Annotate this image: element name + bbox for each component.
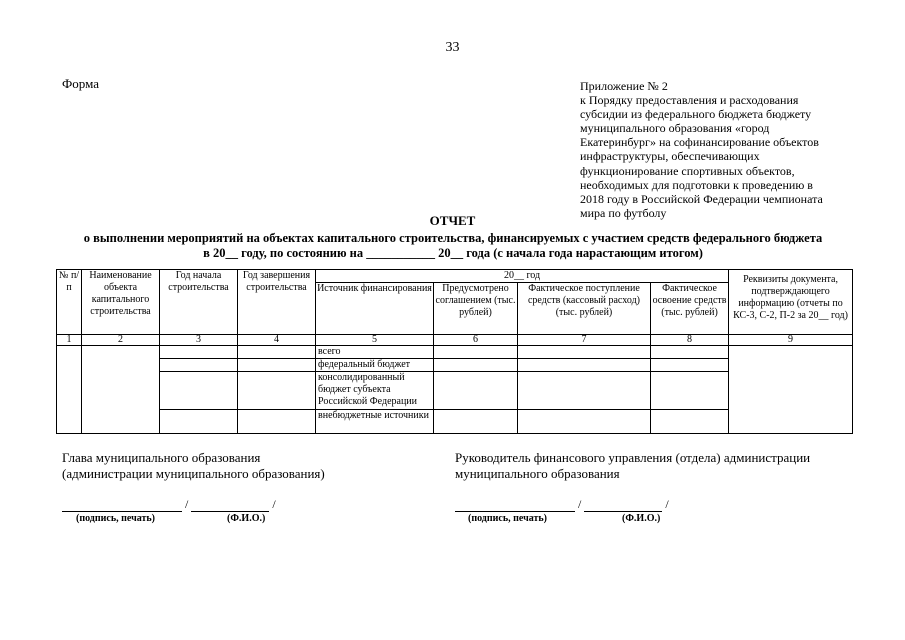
signature-left-name-caption: (Ф.И.О.) [227,513,266,524]
cell-start-year [160,359,238,372]
column-number-row [57,335,853,346]
signature-right-line2: муниципального образования [455,466,620,481]
header-actual-use: Фактическое освоение средств (тыс. рублей) [651,283,729,335]
signature-left-line2: (администрации муниципального образования) [62,466,325,481]
column-number: 2 [82,335,160,346]
signature-left-sign-line [62,500,182,512]
cell-start-year [160,346,238,359]
appendix-line: Екатеринбург» на софинансирование объектов [580,135,819,150]
column-number: 8 [651,335,729,346]
header-requisites: Реквизиты документа, подтверждающего информацию (отчеты по КС-3, С-2, П-2 за 20__ год) [729,270,853,335]
appendix-line: 2018 году в Российской Федерации чемпионата [580,191,823,206]
column-number: 4 [238,335,316,346]
header-year-group: 20__ год [316,270,729,283]
signature-left-fields: / / [62,497,276,512]
column-number: 1 [57,335,82,346]
column-number: 5 [316,335,434,346]
report-title: ОТЧЕТ [429,213,476,228]
signature-right-name-line [584,500,662,512]
signature-right-line1: Руководитель финансового управления (отдела) администрации [455,450,811,465]
cell-requisites [729,346,853,434]
cell-actual-receipt [518,410,651,434]
report-subtitle [40,231,866,261]
cell-actual-receipt [518,359,651,372]
appendix-line: муниципального образования «город [580,121,770,136]
cell-planned [434,410,518,434]
header-num: № п/п [57,270,82,335]
header-object-name: Наименование объекта капитального строительства [82,270,160,335]
cell-num [57,346,82,434]
cell-actual-use [651,359,729,372]
signature-left-line1: Глава муниципального образования [62,450,261,465]
header-actual-receipt: Фактическое поступление средств (кассовый расход) (тыс. рублей) [518,283,651,335]
column-number: 9 [729,335,853,346]
source-extrabudgetary: внебюджетные источники [316,410,434,434]
signature-right-title [455,450,810,482]
subtitle-line-2: в 20__ году, по состоянию на ___________ 20__ года (с начала года нарастающим итогом) [203,246,703,260]
cell-actual-use [651,346,729,359]
cell-end-year [238,410,316,434]
cell-end-year [238,359,316,372]
header-source: Источник финансирования [316,283,434,335]
signature-left-sign-caption: (подпись, печать) [76,513,155,524]
cell-end-year [238,372,316,410]
source-federal: федеральный бюджет [316,359,434,372]
source-regional: консолидированный бюджет субъекта Российской Федерации [316,372,434,410]
signature-right-sign-line [455,500,575,512]
signature-right-name-caption: (Ф.И.О.) [622,513,661,524]
source-total: всего [316,346,434,359]
appendix-block [580,79,852,220]
column-number: 7 [518,335,651,346]
form-label: Форма [62,76,99,91]
cell-start-year [160,372,238,410]
appendix-line: мира по футболу [580,205,667,220]
header-start-year: Год начала строительства [160,270,238,335]
appendix-line: необходимых для подготовки к проведению в [580,177,813,192]
header-planned: Предусмотрено соглашением (тыс. рублей) [434,283,518,335]
table-row [57,346,853,359]
appendix-line: функционирование спортивных объектов, [580,163,795,178]
cell-planned [434,359,518,372]
cell-start-year [160,410,238,434]
subtitle-line-1: о выполнении мероприятий на объектах капитального строительства, финансируемых с участием средств федерального бюджета [83,231,823,245]
signature-left-title [62,450,325,482]
header-end-year: Год завершения строительства [238,270,316,335]
cell-actual-use [651,372,729,410]
page-number: 33 [445,40,460,55]
cell-object-name [82,346,160,434]
cell-actual-receipt [518,372,651,410]
signature-left-name-line [191,500,269,512]
signature-right-fields: / / [455,497,669,512]
appendix-line: к Порядку предоставления и расходования [580,93,799,108]
report-table [56,269,853,434]
appendix-line: инфраструктуры, обеспечивающих [580,149,760,164]
cell-actual-receipt [518,346,651,359]
cell-planned [434,372,518,410]
cell-end-year [238,346,316,359]
column-number: 6 [434,335,518,346]
column-number: 3 [160,335,238,346]
cell-planned [434,346,518,359]
appendix-line: Приложение № 2 [580,79,668,93]
signature-right-sign-caption: (подпись, печать) [468,513,547,524]
appendix-line: субсидии из федерального бюджета бюджету [580,107,812,122]
cell-actual-use [651,410,729,434]
